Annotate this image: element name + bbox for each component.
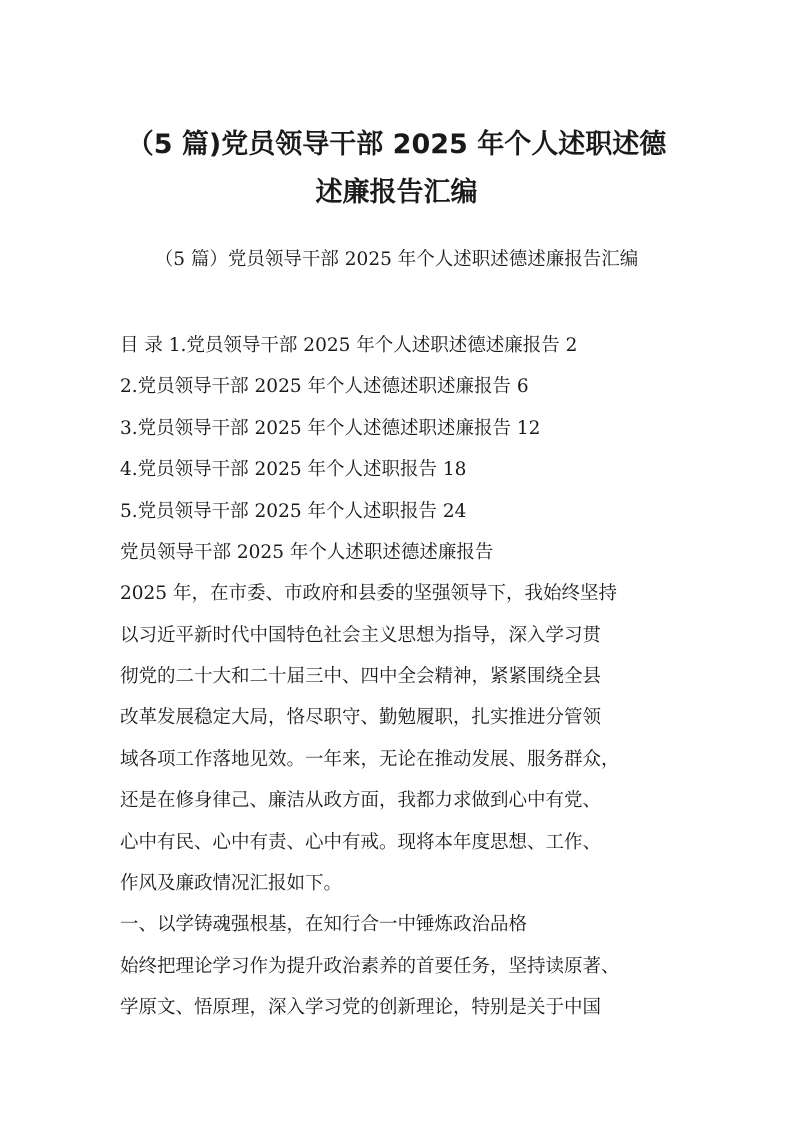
body-line: 2025 年，在市委、市政府和县委的坚强领导下，我始终坚持: [120, 583, 617, 604]
body-line: 以习近平新时代中国特色社会主义思想为指导，深入学习贯: [120, 625, 602, 646]
body-line: 改革发展稳定大局，恪尽职守、勤勉履职，扎实推进分管领: [120, 707, 602, 728]
toc-line-4: 4.党员领导干部 2025 年个人述职报告 18: [120, 459, 467, 480]
toc-line-3: 3.党员领导干部 2025 年个人述德述职述廉报告 12: [120, 418, 541, 439]
toc-line-5: 5.党员领导干部 2025 年个人述职报告 24: [120, 501, 467, 522]
body-line: 域各项工作落地见效。一年来，无论在推动发展、服务群众，: [120, 749, 620, 770]
body-line: 始终把理论学习作为提升政治素养的首要任务，坚持读原著、: [120, 956, 620, 977]
body-line: 作风及廉政情况汇报如下。: [120, 873, 343, 894]
section-title: 党员领导干部 2025 年个人述职述德述廉报告: [120, 542, 494, 563]
document-subtitle: （5 篇）党员领导干部 2025 年个人述职述德述廉报告汇编: [154, 249, 639, 270]
body-line: 学原文、悟原理，深入学习党的创新理论，特别是关于中国: [120, 997, 602, 1018]
toc-line-1: 目 录 1.党员领导干部 2025 年个人述职述德述廉报告 2: [120, 335, 578, 356]
body-line: 心中有民、心中有责、心中有戒。现将本年度思想、工作、: [120, 832, 602, 853]
section-heading-1: 一、以学铸魂强根基，在知行合一中锤炼政治品格: [120, 914, 528, 935]
toc-line-2: 2.党员领导干部 2025 年个人述德述职述廉报告 6: [120, 376, 529, 397]
body-line: 彻党的二十大和二十届三中、四中全会精神，紧紧围绕全县: [120, 666, 602, 687]
body-line: 还是在修身律己、廉洁从政方面，我都力求做到心中有党、: [120, 790, 602, 811]
document-title-line-2: 述廉报告汇编: [315, 177, 478, 208]
document-title-line-1: （5 篇)党员领导干部 2025 年个人述职述德: [126, 129, 667, 160]
